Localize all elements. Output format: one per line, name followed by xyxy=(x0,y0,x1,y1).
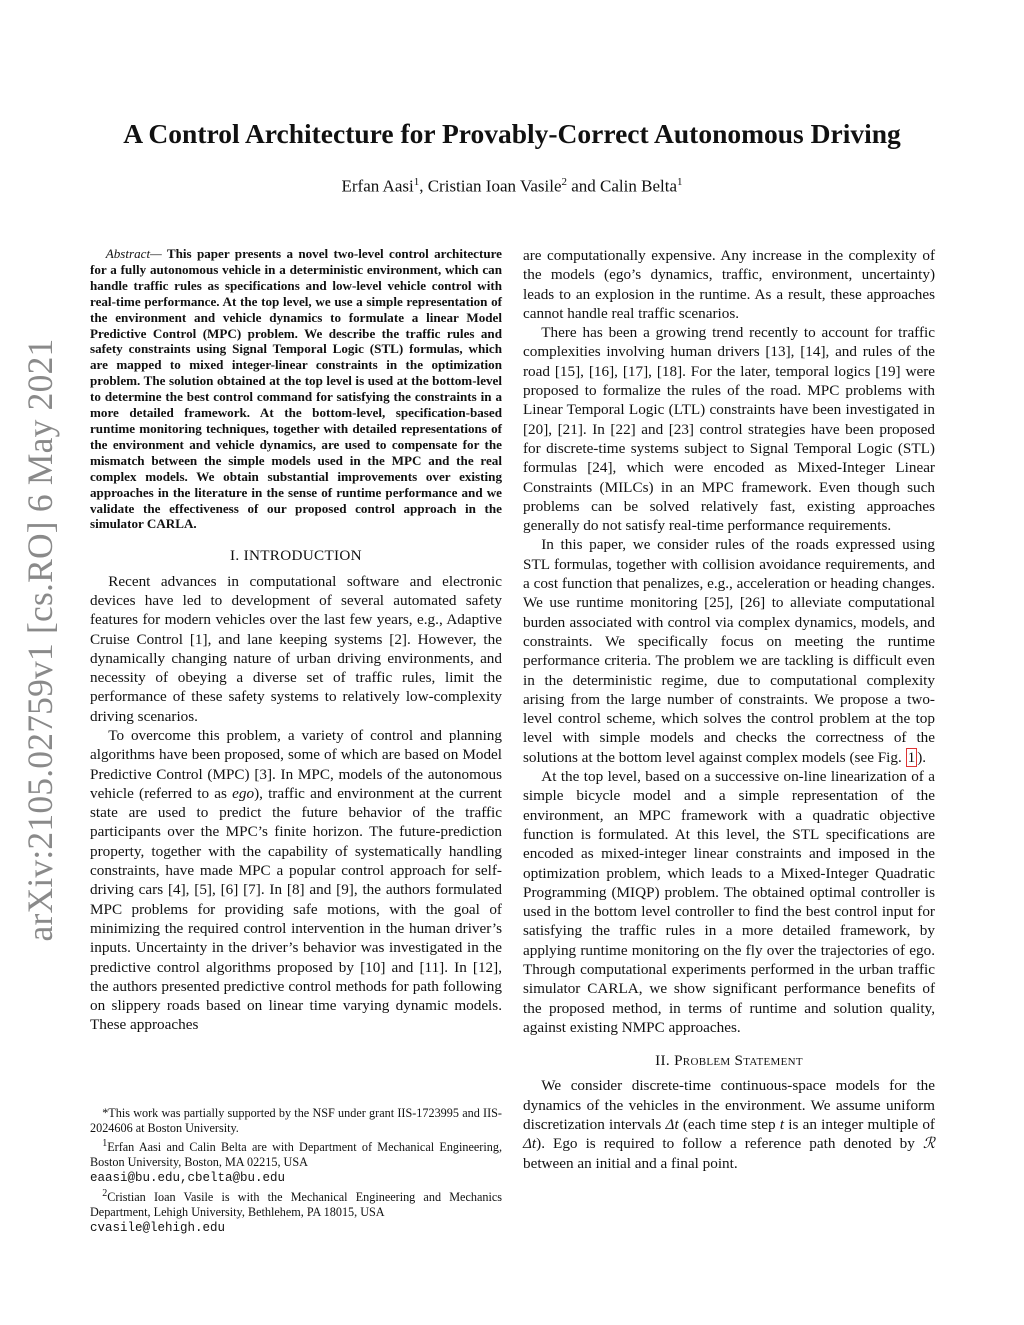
paragraph-text: is an integer multiple of xyxy=(784,1116,935,1134)
section-number: II. xyxy=(655,1052,675,1070)
figure-reference-link[interactable]: 1 xyxy=(907,748,916,766)
math-symbol: Δt xyxy=(665,1116,679,1134)
abstract-text: This paper presents a novel two-level control architecture for a fully autonomous vehicle in a deterministic environment, which can handle traffic rules as specifications and low-level vehicle control with real-time performance. At the top level, we use a simple representation of the environment and vehicle dynamics to formulate a linear Model Predictive Control (MPC) problem. We describe the traffic rules and safety constraints using Signal Temporal Logic (STL) formulas, which are mapped to mixed integer-linear constraints in the optimization problem. The solution obtained at the top level is used at the bottom-level to determine the best control command for satisfying the constraints in a more detailed framework. At the bottom-level, specification-based runtime monitoring techniques, together with detailed representations of the environment and vehicle dynamics, are used to compensate for the mismatch between the simple models used in the MPC and the real complex models. We obtain substantial improvements over existing approaches in the literature in the sense of runtime performance and we validate the effectiveness of our proposed control approach in the simulator CARLA. xyxy=(90,246,502,532)
paragraph-text: To overcome this problem, a variety of control and planning algorithms have been proposed, some of which are based on Model Predictive Control (MPC) [3]. In MPC, models of the autonomous vehicle (referred to as xyxy=(90,726,502,802)
paragraph xyxy=(523,1076,935,1172)
math-symbol: t xyxy=(779,1116,785,1134)
paragraph: There has been a growing trend recently to account for traffic complexities involving human drivers [13], [14], and rules of the road [15], [16], [17], [18]. For the later, temporal logics [19] were proposed to formalize the rules of the road. MPC problems with Linear Temporal Logic (LTL) constraints have been investigated in [20], [21]. In [22] and [23] control strategies have been proposed for discrete-time systems subject to Signal Temporal Logic (STL) formulas [24], which were encoded as Mixed-Integer Linear Constraints (MILCs) in an MPC framework. Even though such problems can be solved relatively fast, existing approaches generally do not satisfy real-time performance requirements. xyxy=(523,324,935,535)
footnote-funding: *This work was partially supported by the NSF under grant IIS-1723995 and IIS-2024606 at Boston University. xyxy=(90,1106,502,1135)
footnote-marker: 2 xyxy=(102,1188,108,1200)
footnote-affiliation-2 xyxy=(90,1186,502,1236)
author-name: Erfan Aasi xyxy=(341,176,414,196)
author-affiliation: 2 xyxy=(561,176,567,188)
left-column xyxy=(90,246,502,1035)
footnote-text: Cristian Ioan Vasile is with the Mechanical Engineering and Mechanics Department, Lehigh University, Bethlehem, PA 18015, USA xyxy=(90,1190,502,1220)
section-heading-problem-statement xyxy=(523,1051,935,1070)
paragraph xyxy=(523,535,935,767)
author-name: Cristian Ioan Vasile xyxy=(427,176,562,196)
paragraph: Recent advances in computational software and electronic devices have led to development of several automated safety features for modern vehicles over the last few years, e.g., Adaptive Cruise Control [1], and lane keeping systems [2]. However, the dynamically changing nature of urban driving environments, and necessity of obeying a diverse set of traffic rules, limit the performance of these safety systems to relatively low-complexity driving scenarios. xyxy=(90,572,502,725)
arxiv-sidebar-stamp xyxy=(12,338,68,942)
paper-title: A Control Architecture for Provably-Correct Autonomous Driving xyxy=(123,118,901,149)
email-address[interactable]: cvasile@lehigh.edu xyxy=(90,1221,226,1236)
paragraph: are computationally expensive. Any increase in the complexity of the models (ego’s dynamics, traffic, environment, uncertainty) leads to an explosion in the runtime. As a result, these approaches cannot handle real traffic scenarios. xyxy=(523,247,935,322)
math-symbol: Δt xyxy=(523,1135,537,1153)
author-name: Calin Belta xyxy=(600,176,678,196)
author-separator: and xyxy=(567,176,601,196)
section-title: Problem Statement xyxy=(674,1052,803,1070)
abstract xyxy=(90,246,502,532)
right-column xyxy=(523,246,935,1173)
abstract-label: Abstract— xyxy=(105,246,162,261)
paragraph-text: In this paper, we consider rules of the roads expressed using STL formulas, together with collision avoidance requirements, and a cost function that penalizes, e.g., acceleration or heading changes. We use runtime monitoring [25], [26] to alleviate computational burden associated with control via complex dynamics, models, and constraints. We specifically focus on meeting the runtime performance criteria. The problem we are tackling is difficult even in the deterministic regime, due to computational complexity arising from the large number of constraints. We propose a two-level control scheme, which solves the control problem at the top level with simple models and checks the correctness of the solutions at the bottom level against complex models (see Fig. xyxy=(523,536,935,766)
email-address[interactable]: eaasi@bu.edu,cbelta@bu.edu xyxy=(90,1171,286,1186)
paragraph-text: ). Ego is required to follow a reference path denoted by xyxy=(536,1135,923,1153)
section-heading-introduction: I. INTRODUCTION xyxy=(230,547,362,565)
paragraph xyxy=(90,726,502,1035)
paragraph-text: (each time step xyxy=(678,1116,780,1134)
ego-term: ego xyxy=(232,784,255,802)
footnotes xyxy=(90,1106,502,1236)
author-affiliation: 1 xyxy=(413,176,420,188)
author-list xyxy=(100,176,924,197)
footnote-text: Erfan Aasi and Calin Belta are with Department of Mechanical Engineering, Boston University, Boston, MA 02215, USA xyxy=(90,1140,502,1170)
footnote-marker: 1 xyxy=(102,1138,108,1149)
math-symbol: ℛ xyxy=(922,1135,935,1153)
paragraph-text: ). xyxy=(917,748,927,766)
footnote-affiliation-1 xyxy=(90,1136,502,1186)
paragraph-text: ), traffic and environment at the current state are used to predict the future behavior of the traffic participants over the MPC’s finite horizon. The future-prediction property, together with the capability of systematically handling constraints, have made MPC a popular control approach for self-driving cars [4], [5], [6] [7]. In [8] and [9], the authors formulated MPC problems for providing safe motions, with the goal of minimizing the required control intervention in the human driver’s inputs. Uncertainty in the driver’s behavior was investigated in the predictive control algorithms proposed by [10] and [11]. In [12], the authors presented predictive control methods for path following on slippery roads based on linear time varying dynamic models. These approaches xyxy=(90,784,502,1034)
paragraph: At the top level, based on a successive on-line linearization of a simple bicycle model and a simple representation of the environment, an MPC framework with a quadratic objective function is formulated. At this level, the STL specifications are encoded as mixed-integer linear constraints and imposed in the optimization problem, which leads to a Mixed-Integer Quadratic Programming (MIQP) problem. The obtained optimal controller is used in the bottom level controller to find the best control input for satisfying the traffic rules in a more detailed framework, by applying runtime monitoring on the fly over the trajectories of ego. Through computational experiments performed in the urban traffic simulator CARLA, we show significant performance benefits of the proposed method, in terms of runtime and solution quality, against existing NMPC approaches. xyxy=(523,768,935,1036)
arxiv-id: arXiv:2105.02759v1 [cs.RO] 6 May 2021 xyxy=(20,338,60,942)
author-affiliation: 1 xyxy=(677,176,683,188)
paragraph-text: between an initial and a final point. xyxy=(523,1154,738,1172)
paragraph-text: We consider discrete-time continuous-space models for the dynamics of the vehicles in the environment. We assume uniform discretization intervals xyxy=(523,1077,935,1134)
author-separator: , xyxy=(419,176,428,196)
